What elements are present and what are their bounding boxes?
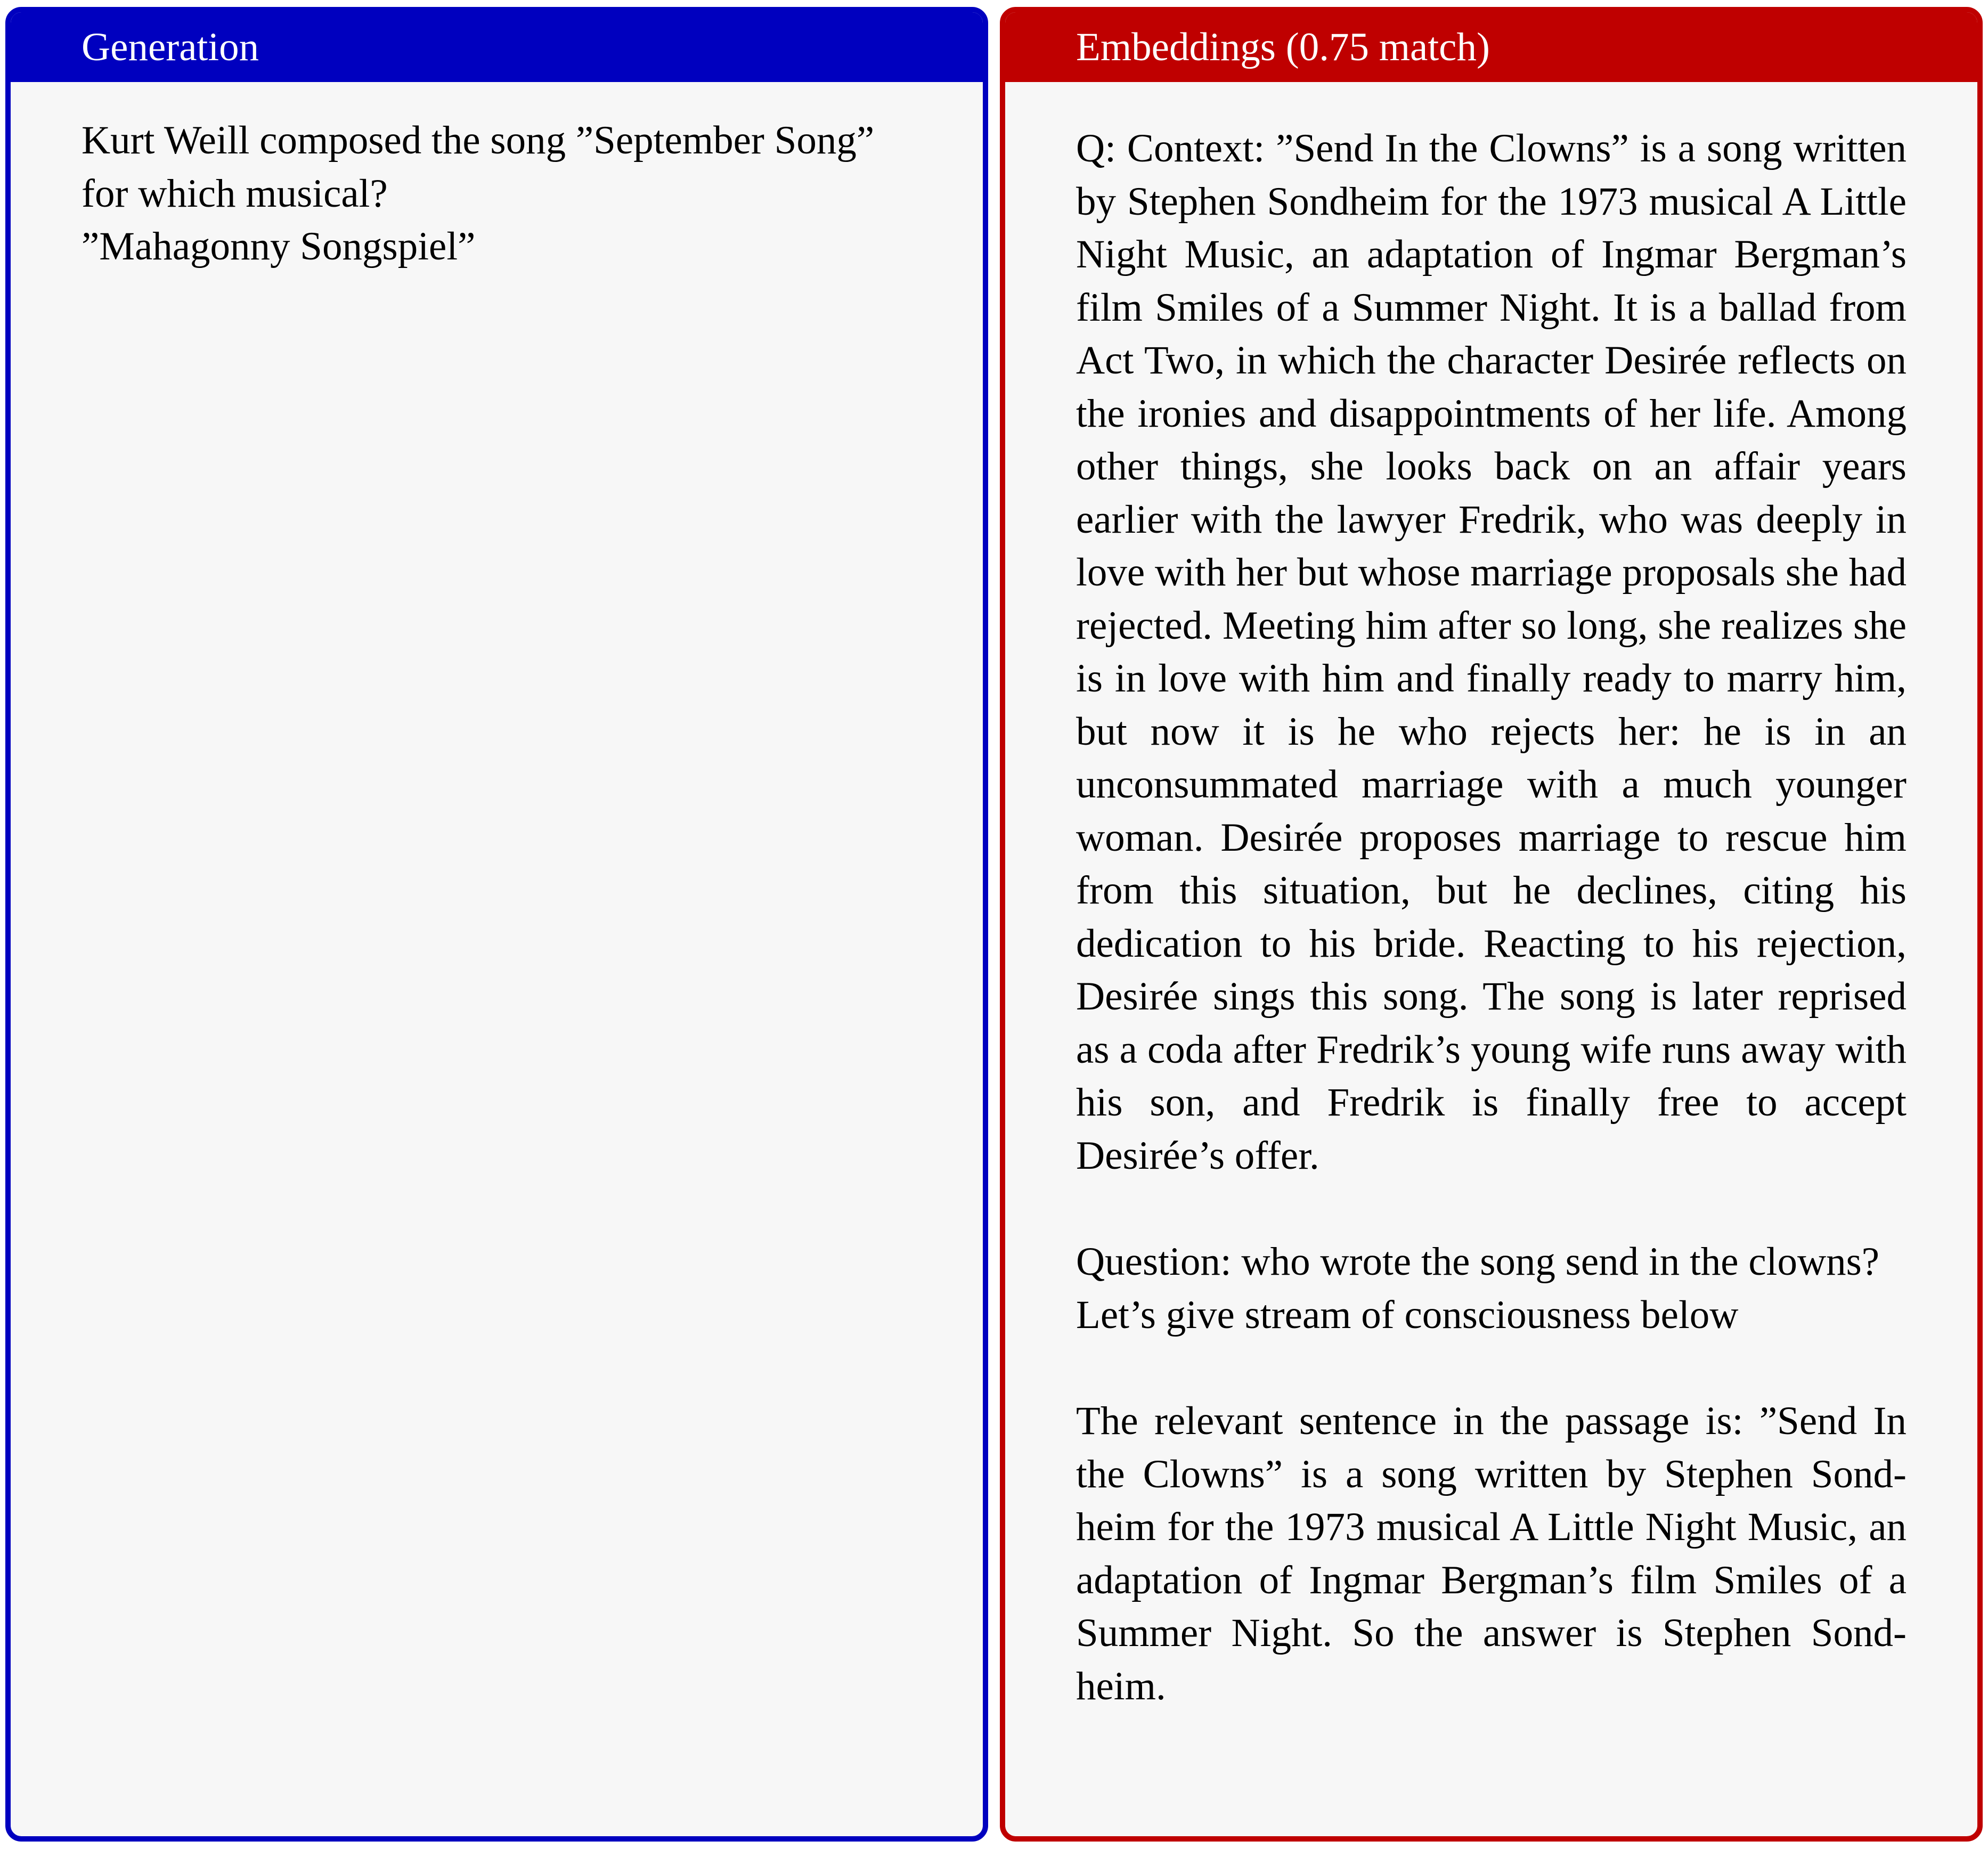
embeddings-question: Question: who wrote the song send in the clowns? [1076, 1240, 1880, 1284]
paragraph-gap [1076, 1341, 1906, 1395]
paragraph-gap [1076, 1182, 1906, 1235]
generation-answer: ”Mahagonny Songspiel” [82, 224, 476, 268]
generation-header [11, 12, 983, 82]
embeddings-title: Embeddings (0.75 match) [1076, 25, 1490, 69]
embeddings-header [1005, 12, 1977, 82]
generation-question: Kurt Weill composed the song ”September Song” for which musical? [82, 118, 875, 216]
embeddings-context: Q: Context: ”Send In the Clowns” is a song written by Stephen Sondheim for the 1973 musical A Little Night Music, an adaptation of Ingmar Bergman’s film Smiles of a Summer Night. It is a ballad from Act Two, in which the character Desirée reflects on the ironies and disappointments of her life. Among other things, she looks back on an affair years earlier with the lawyer Fredrik, who was deeply in love with her but whose marriage proposals she had rejected. Meeting him after so long, she realizes she is in love with him and finally ready to marry him, but now it is he who rejects her: he is in an unconsummated marriage with a much younger woman. Desirée proposes marriage to rescue him from this situation, but he declines, citing his dedication to his bride. Reacting to his rejection, Desirée sings this song. The song is later reprised as a coda after Fredrik’s young wife runs away with his son, and Fredrik is finally free to accept Desirée’s offer. [1076, 126, 1906, 1178]
embeddings-answer: The relevant sentence in the passage is: ”Send In the Clowns” is a song written by Stephen Sondheim for the 1973 musical A Little Night Music, an adaptation of Ingmar Bergman’s film Smiles of a Summer Night. So the answer is Stephen Sondheim. [1076, 1399, 1906, 1708]
generation-title: Generation [82, 25, 259, 69]
embeddings-panel [1000, 7, 1983, 1842]
embeddings-instruction: Let’s give stream of consciousness below [1076, 1292, 1739, 1337]
generation-panel [5, 7, 988, 1842]
generation-body [11, 82, 983, 273]
embeddings-body [1005, 82, 1977, 1713]
